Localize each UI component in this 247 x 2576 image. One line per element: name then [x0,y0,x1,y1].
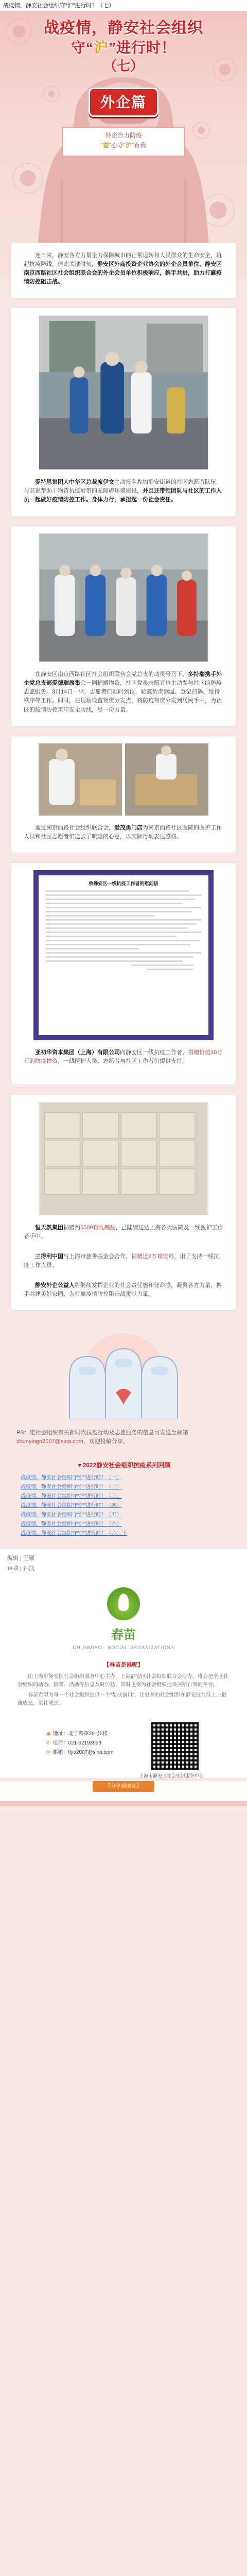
section5-text [11,1215,236,1252]
contact-phone [46,1739,113,1748]
location-icon: ◉ [46,1731,51,1737]
hero-title-line2-hu: 沪 [93,40,109,56]
intro-text [11,243,236,298]
section6-bold: 三得利中国 [35,1253,63,1260]
chunmiao-logo-icon [107,1587,140,1620]
hero-banner [0,11,247,279]
section5-body: 捐赠约 [63,1224,80,1231]
section7-paragraph [24,1281,223,1299]
logo-block [0,1578,247,1657]
section7-body: 将继续发挥企业的社会责任感和使命感，凝聚各方力量，携手共建美好家园，为打赢疫情防控阻击战贡献力量。 [24,1282,222,1297]
section-card-5 [11,1095,236,1310]
section1-text [11,470,236,516]
review-list-title: ▼2022静安社会组织抗疫系列回顾 [76,1462,171,1469]
review-credit: 审核 | 钟凯 [7,1565,34,1572]
logo-name: 春苗 [111,1628,136,1642]
section3-body: 为南京西路社区医院的医护工作人员和社区志愿者们送去了暖暖的心意，以实际行动表达感谢。 [24,824,222,840]
slogan-box [62,127,185,157]
bottom-strip [0,1801,247,1806]
review-link-7[interactable]: 战疫情，静安社会组织守“沪”进行时！（六）下 [21,1530,127,1536]
section2-text [11,662,236,725]
contact-address [46,1730,113,1739]
contact-section [0,1717,247,1778]
window-title: 战疫情，静安社会组织守“沪”进行时！（七） [0,0,247,11]
slogan-part: 益 [102,141,109,149]
review-link-1[interactable]: 战疫情，静安社会组织守“沪”进行时！（一） [21,1475,122,1481]
phone-icon: ✆ [46,1740,51,1746]
section-card-3 [11,736,236,853]
section4-paragraph [24,1048,223,1066]
volunteer-street-photo [39,315,208,470]
section5-highlight: 5500箱乳制品 [80,1224,116,1231]
ps-note [0,1421,247,1453]
about-title: 【春苗是谁呢】 [103,1662,144,1668]
review-link-3[interactable]: 战疫情，静安社会组织守“沪”进行时！（三） [21,1493,122,1499]
slogan-line2 [63,141,184,150]
intro-card [11,243,236,298]
section6-paragraph [24,1252,223,1270]
community-distribution-photo [39,533,208,662]
section1-bold: 爱特思集团大中华区总裁席伊文 [35,479,114,486]
medics-illustration [39,1320,208,1418]
section6-text [11,1252,236,1281]
qr-caption: 上海市静安区社会组织服务中心 [138,1773,204,1778]
share-button[interactable]: 【分享到朋友】 [93,1781,154,1792]
section1-body: 主动报名参加静安街道的社区志愿者队伍。与其说帮助于物资抗疫附带的无障碍环境建设， [24,479,222,495]
section5-paragraph [24,1224,223,1241]
hero-title-line1-end: 织 [187,20,203,37]
section2-bold: 多特瑞携手外企党总支部爱德瑞旗集 [24,671,222,687]
review-link-5[interactable]: 战疫情，静安社会组织守“沪”进行时！（五） [21,1512,122,1518]
section4-highlight: 捐赠价值10万元的防疫物资 [24,1049,223,1064]
review-link-4[interactable]: 战疫情，静安社会组织守“沪”进行时！（四） [21,1502,122,1509]
section2-body: 会一同捐赠物资，社区党员志愿者也主动参与社区的防疫志愿服务。3月14日一早，志愿者们准时到位，轮流负责测温、登记扫码、维持秩序等工作。同时，在现场设置物资分发点，将防疫物资分发到居民手中，为社区的疫情防控筑牢安全防线，尽一份力量。 [24,680,222,713]
letter-title: 致静安区一线抗疫工作者的慰问信 [89,880,158,886]
section6-highlight: 捐赠近2万箱饮料 [131,1253,174,1260]
about-paragraph-1: 由上海市静安区社会组织服务中心主办，上海静安区社会组织联合会协办，将会把全区社会组织的动态、政策、活动等信息及时传达，同时也将为社会组织提供展示自我的平台。 [17,1673,228,1688]
section2-intro: 在静安区南京西路社区社会组织联合会党总支的动员号召下， [35,671,188,678]
letter-image [33,870,214,1040]
slogan-part: ”心守“ [109,141,126,149]
review-list [0,1470,247,1549]
logo-english: CHUNMIAO · SOCIAL ORGANIZATIONS [73,1645,174,1650]
about-paragraph-2: 春苗希望为每一个社会组织提供一个“帮扶窗口”，让更多的社会组织在静安这片沃土上健康成长，茁壮成长！ [17,1692,227,1706]
section4-end: ，一线医护人员、志愿者与社区工作者们提供支持。 [58,1058,188,1064]
hero-title [0,11,247,58]
slogan-part: “ [100,141,103,149]
review-link-2[interactable]: 战疫情，静安社会组织守“沪”进行时！（二） [21,1484,122,1490]
qr-code [149,1720,201,1772]
section-card-1 [11,308,236,516]
ps-text: PS：定社会组织有关新时代抗疫行动及志愿服务的信息可发送至邮箱 [16,1430,188,1436]
medics-illustration-wrap [39,1320,208,1421]
ps-text-end: ，欢迎投稿分享。 [83,1438,129,1445]
slogan-part: 沪 [126,141,132,149]
hero-title-line2-c: ”进行时！ [109,40,177,56]
section7-text [11,1281,236,1310]
about-section [0,1657,247,1717]
section3-bold: 爱茂勇门店 [114,824,143,831]
section1-paragraph [24,478,223,504]
editor-credit: 编辑 | 王颖 [7,1555,34,1562]
intro-text-part: 连日来，静安各方力量全力保障城市的正常运转和人民群众的生命安全，筑起抗疫防线。值此关键时刻， [24,252,222,268]
contact-rows [46,1730,113,1757]
section6-body: 与上海市慈善基金会合作， [63,1253,131,1260]
credits [0,1549,247,1578]
packing-photo-right [125,743,208,816]
section1-bold-end: 并且还带领团队与社区的工作人员一起做好疫情防控工作。身体力行，承担起一份社会责任。 [24,488,222,503]
contact-email-text[interactable]: 邮箱：tlyo2007@sina.com [52,1749,114,1755]
section5-bold: 恒天然集团 [35,1224,63,1231]
milk-boxes-photo [39,1102,208,1215]
section-badge: 外企篇 [89,88,158,117]
slogan-line1: 外企合力防疫 [104,132,142,139]
share-wrap [0,1781,247,1802]
section3-paragraph [24,824,223,841]
review-link-6[interactable]: 战疫情，静安社会组织守“沪”进行时！（六） [21,1521,122,1527]
mail-icon: ✉ [46,1749,51,1755]
section3-intro: 通过南京西路社会组织联合会， [35,824,114,831]
section4-bold: 亚初华资本集团（上海）有限公司 [35,1049,120,1056]
photo-pair [39,743,208,816]
contact-address-text: 地址：北宁路第20号5楼 [52,1731,108,1737]
section-card-2 [11,526,236,725]
section3-text [11,816,236,853]
slogan-part: ”有我 [132,141,147,149]
section6-end: ，用于支持一线抗疫工作人员。 [24,1253,220,1268]
packing-photo-left [39,743,122,816]
letter-card [11,863,236,1084]
section4-text [11,1040,236,1077]
section5-end: ，已陆续送达上海各大医院及一线医护工作者手中。 [24,1224,223,1240]
hero-issue-number: （七） [103,58,144,74]
contact-email [46,1748,113,1757]
ps-email-link[interactable]: chunyingo2007@sina.com [16,1438,83,1445]
section7-bold: 静安外企公益人 [35,1282,75,1289]
hero-title-line2-a: 守“ [70,40,94,56]
intro-paragraph [24,251,223,286]
hero-title-line1: 战疫情，静安社会组 [44,20,187,37]
section4-body: 向静安区一线抗疫工作者、 [120,1049,188,1056]
contact-phone-text: 电话：021-62193593 [52,1740,101,1746]
intro-text-bold: 静安区外商投资企业协会的外企会员单位、静安区南京西路社区社会组织联合会的外企会员单位积极响应，携手共进，助力打赢疫情防控阻击战。 [24,261,222,285]
section2-paragraph [24,670,223,714]
letter-paper [39,875,208,1035]
